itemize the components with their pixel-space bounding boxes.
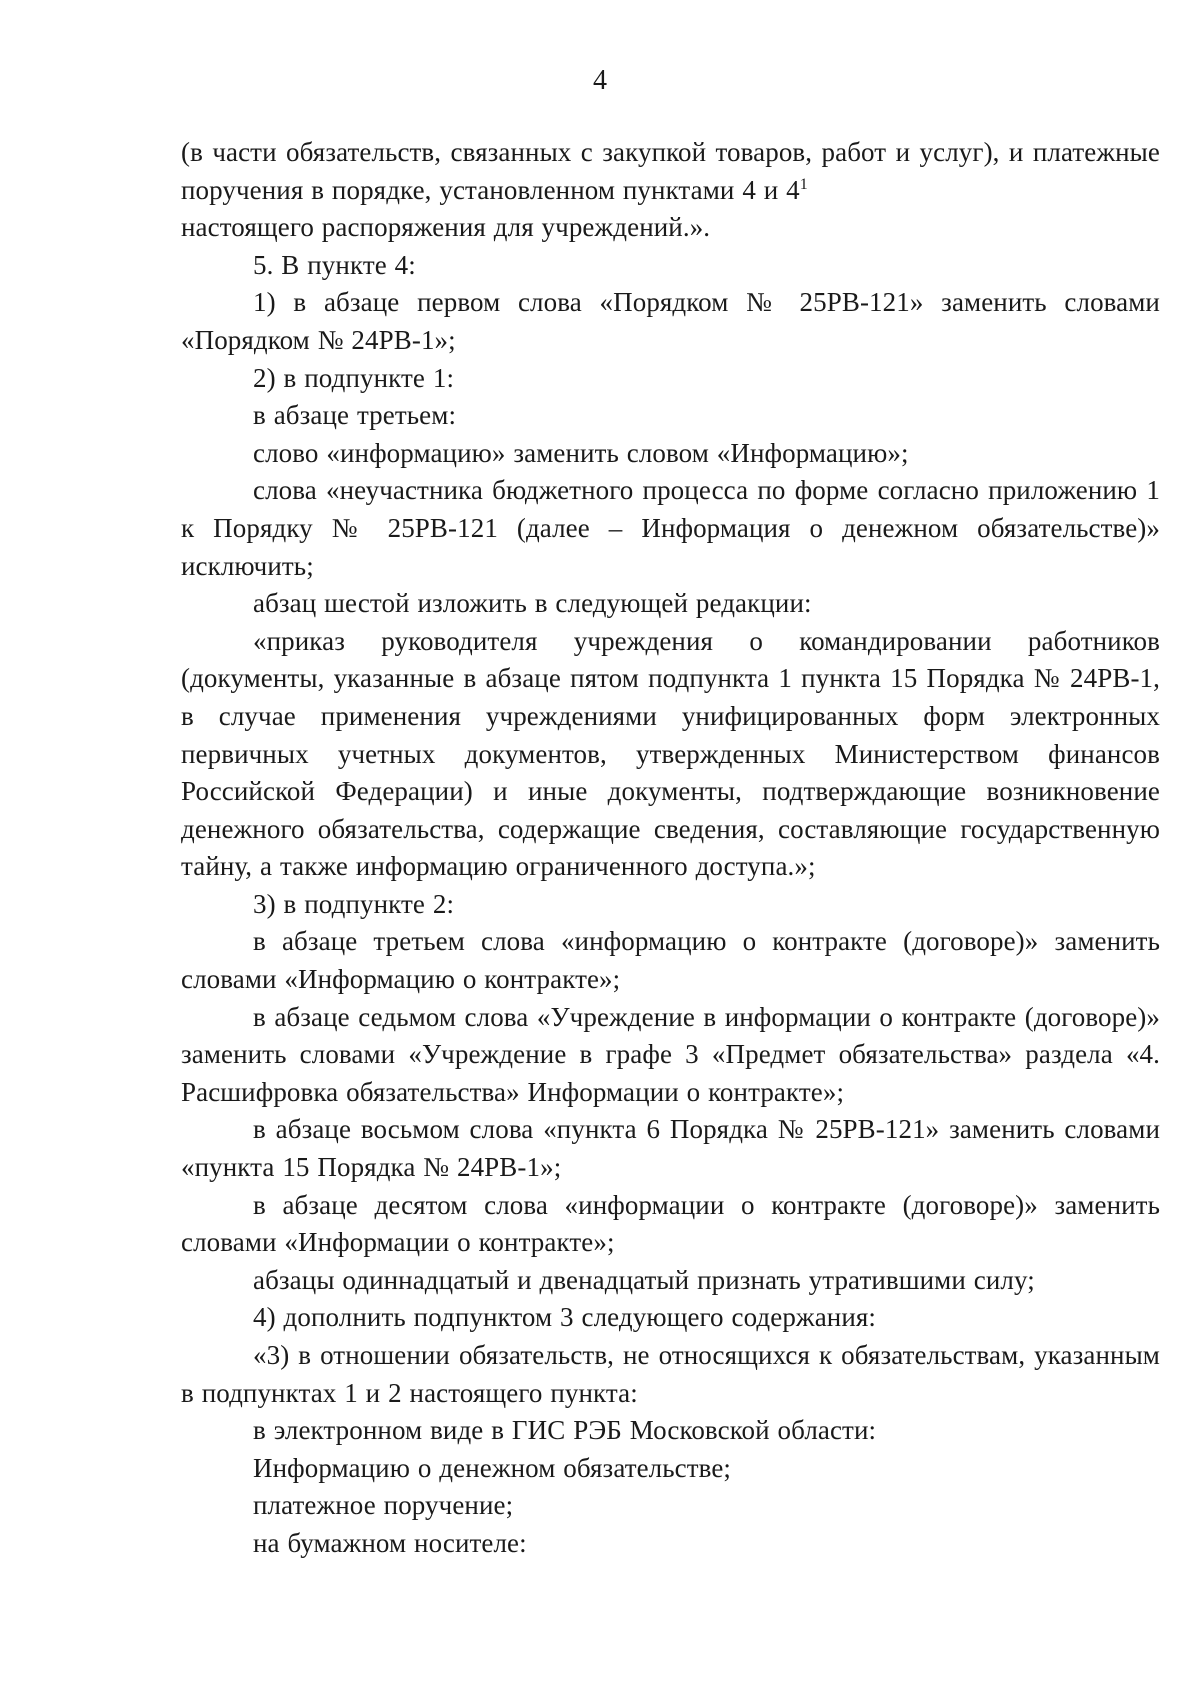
paragraph-16: абзацы одиннадцатый и двенадцатый признать утратившими силу; (253, 1264, 1035, 1295)
paragraph-13: в абзаце седьмом слова «Учреждение в информации о контракте (договоре)» заменить словами «Учреждение в графе 3 «Предмет обязательства» раздела «4. Расшифровка обязательства» Информации о контракте»; (181, 1001, 1160, 1107)
paragraph-20: Информацию о денежном обязательстве; (253, 1452, 732, 1483)
paragraph-1 (181, 134, 1160, 209)
paragraph-17: 4) дополнить подпунктом 3 следующего содержания: (253, 1302, 876, 1333)
paragraph-11: 3) в подпункте 2: (253, 888, 455, 919)
paragraph-15: в абзаце десятом слова «информации о контракте (договоре)» заменить словами «Информации о контракте»; (181, 1189, 1160, 1258)
paragraph-18: «3) в отношении обязательств, не относящихся к обязательствам, указанным в подпунктах 1 и 2 настоящего пункта: (181, 1340, 1160, 1408)
paragraph-22: на бумажном носителе: (253, 1527, 527, 1558)
paragraph-9: абзац шестой изложить в следующей редакции: (253, 588, 812, 619)
superscript: 1 (799, 175, 808, 193)
paragraph-2: настоящего распоряжения для учреждений.». (181, 212, 711, 243)
paragraph-3: 5. В пункте 4: (253, 249, 416, 280)
paragraph-10: «приказ руководителя учреждения о командировании работников (документы, указанные в абзаце пятом подпункта 1 пункта 15 Порядка № 24РВ-1, в случае применения учреждениями унифицированных форм электронных первичных учетных документов, утвержденных Министерством финансов Российской Федерации) и иные документы, подтверждающие возникновение денежного обязательства, содержащие сведения, составляющие государственную тайну, а также информацию ограниченного доступа.»; (181, 625, 1160, 882)
paragraph-21: платежное поручение; (253, 1490, 514, 1521)
document-body (181, 134, 1160, 1563)
paragraph-7: слово «информацию» заменить словом «Информацию»; (253, 437, 909, 468)
paragraph-19: в электронном виде в ГИС РЭБ Московской области: (253, 1415, 877, 1446)
paragraph-6: в абзаце третьем: (253, 400, 457, 431)
paragraph-5: 2) в подпункте 1: (253, 362, 455, 393)
paragraph-8: слова «неучастника бюджетного процесса по форме согласно приложению 1 к Порядку № 25РВ-121 (далее – Информация о денежном обязательстве)» исключить; (181, 475, 1160, 581)
paragraph-text: (в части обязательств, связанных с закупкой товаров, работ и услуг), и платежные поручения в порядке, установленном пунктами 4 и 4 (181, 137, 1160, 205)
page-number: 4 (593, 65, 607, 96)
paragraph-4: 1) в абзаце первом слова «Порядком № 25РВ-121» заменить словами «Порядком № 24РВ-1»; (181, 287, 1160, 355)
paragraph-12: в абзаце третьем слова «информацию о контракте (договоре)» заменить словами «Информацию о контракте»; (181, 926, 1160, 995)
paragraph-14: в абзаце восьмом слова «пункта 6 Порядка № 25РВ-121» заменить словами «пункта 15 Порядка № 24РВ-1»; (181, 1114, 1160, 1183)
